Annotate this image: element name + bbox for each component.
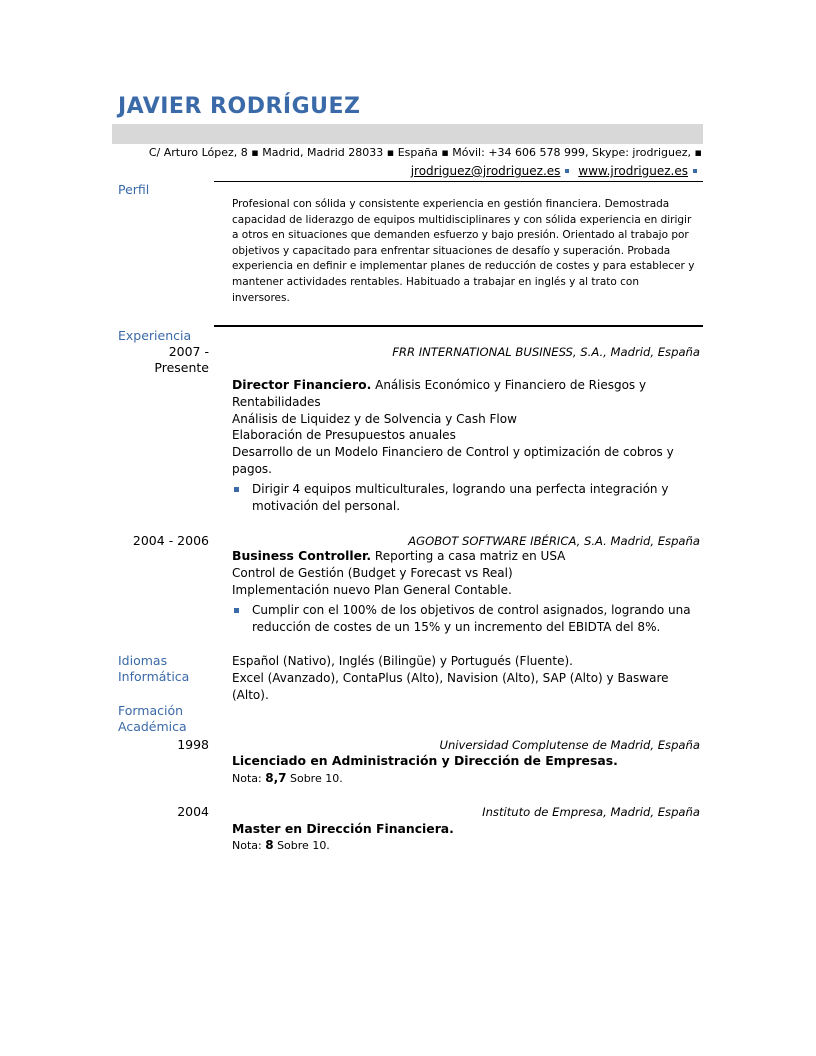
education-grade: Nota: 8,7 Sobre 10. [232,771,343,785]
computer-skills-text: Excel (Avanzado), ContaPlus (Alto), Navision (Alto), SAP (Alto) y Basware (Alto). [232,671,669,702]
languages-text: Español (Nativo), Inglés (Bilingüe) y Portugués (Fluente). [232,654,573,668]
bullet-square-icon [234,608,239,613]
job-line: Control de Gestión (Budget y Forecast vs Real) [232,565,513,580]
experiencia-top-rule [214,325,703,327]
education-institution: Instituto de Empresa, Madrid, España [482,805,700,819]
profile-summary: Profesional con sólida y consistente experiencia en gestión financiera. Demostrada capacidad de liderazgo de equipos multidisciplinares y con sólida experiencia en dirigir a otros en situaciones que demanden esfuerzo y bajo presión. Orientado al trabajo por objetivos y capacitado para enfrentar situaciones de desafío y superación. Probada experiencia en definir e implementar planes de reducción de costes y para establecer y mantener actividades rentables. Habituado a trabajar en inglés y al trato con inversores. [232,198,695,304]
job-line: Implementación nuevo Plan General Contable. [232,582,512,597]
separator-square [693,169,697,173]
section-label-idiomas: Idiomas [118,653,168,668]
job-description [232,377,702,478]
job-line: Elaboración de Presupuestos anuales [232,428,456,443]
separator-square [565,169,569,173]
section-label-experiencia: Experiencia [118,328,192,343]
job-achievement: Cumplir con el 100% de los objetivos de control asignados, logrando una reducción de costes de un 15% y un incremento del EBIDTA del 8%. [232,602,702,636]
contact-links-line [411,164,702,178]
job-date [117,344,209,376]
header-grey-bar [112,124,703,144]
job-achievement: Dirigir 4 equipos multiculturales, logrando una perfecta integración y motivación del personal. [232,481,702,515]
job-title: Business Controller. [232,548,372,563]
education-institution: Universidad Complutense de Madrid, España [439,738,700,752]
website-link[interactable]: www.jrodriguez.es [578,164,688,178]
job-line: Análisis de Liquidez y de Solvencia y Cash Flow [232,411,517,426]
job-date: 2004 - 2006 [132,533,209,548]
candidate-name: JAVIER RODRÍGUEZ [118,94,361,119]
education-year: 1998 [177,737,209,752]
bullet-square-icon [234,487,239,492]
education-degree: Master en Dirección Financiera. [232,821,454,836]
job-description [232,548,702,598]
job-title: Director Financiero. [232,377,372,392]
perfil-top-rule [214,181,703,182]
section-label-perfil: Perfil [118,182,150,197]
contact-address-line: C/ Arturo López, 8 ▪ Madrid, Madrid 28033 ▪ España ▪ Móvil: +34 606 578 999, Skype: jrodriguez, ▪ [148,146,702,159]
job-organization: FRR INTERNATIONAL BUSINESS, S.A., Madrid, España [392,345,700,359]
education-grade: Nota: 8 Sobre 10. [232,838,330,852]
job-organization: AGOBOT SOFTWARE IBÉRICA, S.A. Madrid, España [408,534,700,548]
job-date-end: Presente [154,360,209,375]
education-year: 2004 [177,804,209,819]
job-date-start: 2007 - [168,344,209,359]
education-degree: Licenciado en Administración y Dirección de Empresas. [232,753,618,768]
job-title-detail: Análisis Económico y Financiero de Riesgos y Rentabilidades [232,378,647,409]
section-label-formacion: Formación Académica [118,703,187,734]
job-line: Desarrollo de un Modelo Financiero de Control y optimización de cobros y pagos. [232,445,674,476]
job-title-detail: Reporting a casa matriz en USA [371,549,566,563]
section-label-informatica: Informática [118,669,190,684]
email-link[interactable]: jrodriguez@jrodriguez.es [410,164,561,178]
